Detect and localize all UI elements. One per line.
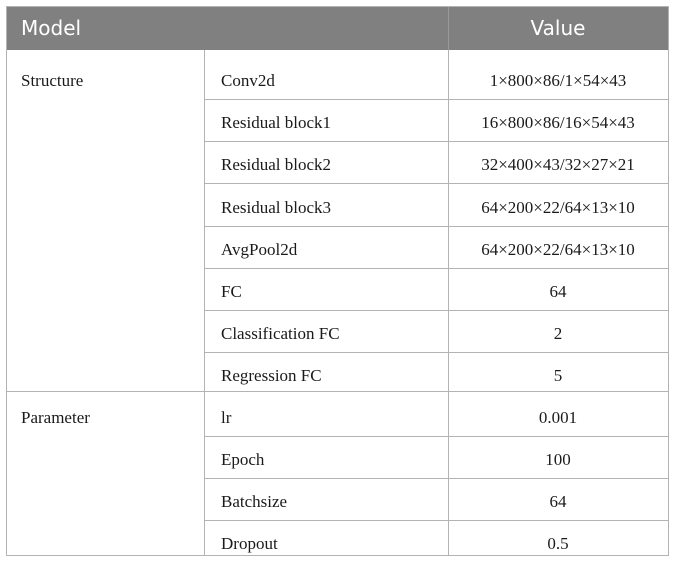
row-divider [204, 520, 668, 521]
row-divider [204, 310, 668, 311]
row-value: 64 [549, 492, 567, 511]
table-row [7, 229, 668, 271]
table-row [7, 60, 668, 102]
row-name: Dropout [221, 534, 278, 553]
table-body [7, 50, 668, 555]
table-row [7, 187, 668, 229]
row-name: Epoch [221, 450, 265, 469]
table-row [7, 271, 668, 313]
row-name: Residual block3 [221, 198, 332, 217]
row-name: AvgPool2d [221, 240, 298, 259]
table-header [7, 7, 668, 50]
row-divider [204, 226, 668, 227]
table-row [7, 144, 668, 186]
row-name: Conv2d [221, 71, 275, 90]
header-model: Model [21, 16, 82, 40]
row-name: Classification FC [221, 324, 340, 343]
row-divider [204, 268, 668, 269]
row-value: 2 [553, 324, 563, 343]
row-name: Batchsize [221, 492, 288, 511]
row-divider [204, 141, 668, 142]
row-divider [204, 478, 668, 479]
row-name: Residual block1 [221, 113, 332, 132]
row-value: 64 [549, 282, 567, 301]
row-value: 16×800×86/16×54×43 [481, 113, 635, 132]
row-value: 100 [545, 450, 571, 469]
row-name: Residual block2 [221, 155, 332, 174]
group-label-structure: Structure [21, 71, 84, 90]
row-value: 5 [553, 366, 563, 385]
table-row [7, 313, 668, 355]
row-value: 1×800×86/1×54×43 [489, 71, 627, 90]
row-value: 64×200×22/64×13×10 [481, 198, 635, 217]
group-label-parameter: Parameter [21, 408, 90, 427]
row-value: 64×200×22/64×13×10 [481, 240, 635, 259]
row-divider [204, 183, 668, 184]
group-divider [7, 391, 668, 392]
row-value: 0.001 [538, 408, 578, 427]
table-row [7, 439, 668, 481]
row-divider [204, 99, 668, 100]
table-row [7, 397, 668, 439]
row-divider [204, 436, 668, 437]
table-row [7, 102, 668, 144]
table-row [7, 481, 668, 523]
row-name: Regression FC [221, 366, 322, 385]
row-name: lr [221, 408, 232, 427]
row-value: 0.5 [547, 534, 569, 553]
row-value: 32×400×43/32×27×21 [481, 155, 635, 174]
table-row [7, 523, 668, 565]
header-value: Value [530, 16, 586, 40]
model-table [6, 6, 669, 556]
row-name: FC [221, 282, 242, 301]
row-divider [204, 352, 668, 353]
